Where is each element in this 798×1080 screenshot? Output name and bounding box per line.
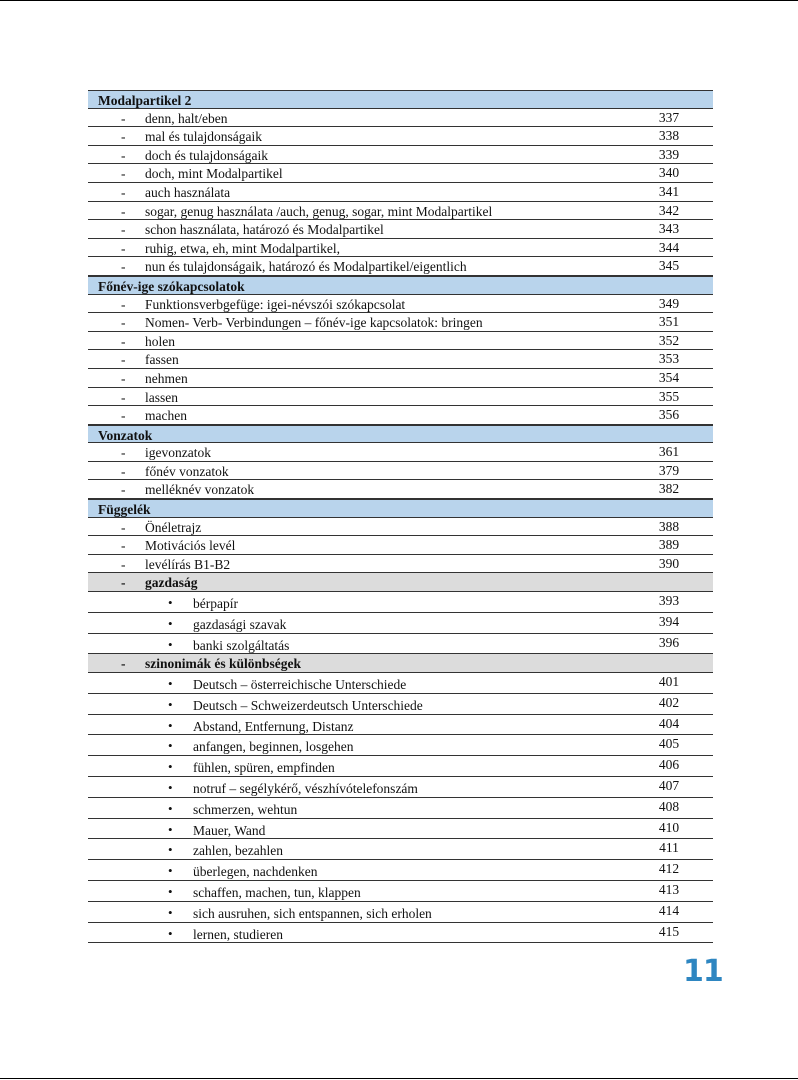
toc-entry	[88, 634, 713, 655]
toc-entry-page-number: 389	[658, 537, 680, 553]
toc-entry-label: nehmen	[145, 370, 188, 386]
dash-marker: -	[121, 240, 126, 256]
toc-entry-label: doch, mint Modalpartikel	[145, 166, 283, 182]
toc-entry	[88, 164, 713, 183]
toc-entry-page-number: 339	[658, 146, 680, 162]
toc-entry	[88, 146, 713, 165]
toc-entry	[88, 756, 713, 777]
toc-entry-label: mal és tulajdonságaik	[145, 129, 262, 145]
toc-entry	[88, 902, 713, 923]
bullet-marker: •	[168, 800, 173, 816]
dash-marker: -	[121, 296, 126, 312]
bullet-marker: •	[168, 904, 173, 920]
toc-entry	[88, 798, 713, 819]
toc-entry-label: Nomen- Verb- Verbindungen – főnév-ige kapcsolatok: bringen	[145, 315, 483, 331]
toc-entry-page-number: 404	[658, 715, 680, 731]
bullet-marker: •	[168, 863, 173, 879]
toc-entry	[88, 350, 713, 369]
toc-entry-page-number: 353	[658, 351, 680, 367]
toc-entry-label: schmerzen, wehtun	[193, 801, 298, 817]
dash-marker: -	[121, 445, 126, 461]
toc-entry-label: gazdaság	[145, 575, 198, 591]
dash-marker: -	[121, 222, 126, 238]
toc-entry-label: lernen, studieren	[193, 926, 283, 942]
toc-entry-label: banki szolgáltatás	[193, 637, 290, 653]
toc-entry	[88, 881, 713, 902]
toc-entry-page-number: 345	[658, 258, 680, 274]
toc-entry-label: zahlen, bezahlen	[193, 843, 283, 859]
dash-marker: -	[121, 184, 126, 200]
bullet-marker: •	[168, 780, 173, 795]
dash-marker: -	[121, 556, 126, 572]
toc-entry	[88, 257, 713, 276]
bullet-marker: •	[168, 615, 173, 631]
toc-entry	[88, 295, 713, 314]
toc-entry	[88, 839, 713, 860]
toc-entry-label: sogar, genug használata /auch, genug, sogar, mint Modalpartikel	[145, 203, 493, 219]
dash-marker: -	[121, 656, 126, 672]
bullet-marker: •	[168, 636, 173, 652]
bullet-marker: •	[168, 595, 173, 611]
toc-entry-page-number: 414	[658, 902, 680, 918]
toc-entry	[88, 406, 713, 425]
toc-entry	[88, 735, 713, 756]
dash-marker: -	[121, 315, 126, 331]
toc-entry-label: bérpapír	[193, 596, 238, 612]
toc-entry-label: schon használata, határozó és Modalpartikel	[145, 222, 384, 238]
toc-entry	[88, 819, 713, 840]
toc-entry	[88, 332, 713, 351]
toc-entry-label: Motivációs levél	[145, 538, 236, 554]
toc-entry-page-number: 406	[658, 757, 680, 773]
toc-entry-label: főnév vonzatok	[145, 463, 229, 479]
toc-entry-page-number: 402	[658, 694, 680, 710]
toc-entry-page-number: 343	[658, 221, 680, 237]
toc-entry	[88, 239, 713, 258]
toc-entry-label: Funktionsverbgefüge: igei-névszói szókapcsolat	[145, 296, 406, 312]
toc-entry	[88, 673, 713, 694]
toc-entry-page-number: 379	[658, 462, 680, 478]
bullet-marker: •	[168, 883, 173, 899]
toc-entry	[88, 715, 713, 736]
toc-entry-label: doch és tulajdonságaik	[145, 147, 268, 163]
toc-section-header	[88, 499, 713, 518]
toc-entry-page-number: 354	[658, 369, 680, 385]
toc-entry-page-number: 340	[658, 165, 680, 181]
toc-entry-page-number: 382	[658, 481, 680, 497]
toc-section-header	[88, 90, 713, 109]
dash-marker: -	[121, 463, 126, 479]
toc-entry	[88, 592, 713, 613]
toc-entry	[88, 388, 713, 407]
toc-entry-label: denn, halt/eben	[145, 110, 228, 126]
bullet-marker: •	[168, 717, 173, 733]
dash-marker: -	[121, 408, 126, 424]
toc-entry-page-number: 412	[658, 861, 680, 877]
toc-entry	[88, 694, 713, 715]
toc-entry	[88, 777, 713, 798]
toc-entry-label: Mauer, Wand	[193, 822, 266, 838]
toc-entry	[88, 462, 713, 481]
toc-entry-page-number: 361	[658, 444, 680, 460]
toc-entry-page-number: 407	[658, 778, 680, 793]
bottom-border-line	[0, 1078, 798, 1079]
toc-entry-label: nun és tulajdonságaik, határozó és Modalpartikel/eigentlich	[145, 259, 467, 275]
toc-entry-page-number: 415	[658, 923, 680, 939]
dash-marker: -	[121, 370, 126, 386]
toc-entry-page-number: 413	[658, 881, 680, 897]
bullet-marker: •	[168, 738, 173, 754]
table-of-contents	[88, 90, 713, 943]
toc-entry-page-number: 408	[658, 798, 680, 814]
toc-entry-label: igevonzatok	[145, 445, 211, 461]
toc-entry	[88, 202, 713, 221]
toc-entry-page-number: 411	[659, 840, 679, 856]
toc-entry-page-number: 356	[658, 407, 680, 423]
toc-entry-page-number: 338	[658, 128, 680, 144]
toc-entry	[88, 536, 713, 555]
toc-entry	[88, 923, 713, 944]
dash-marker: -	[121, 333, 126, 349]
toc-entry	[88, 860, 713, 881]
toc-entry-label: ruhig, etwa, eh, mint Modalpartikel,	[145, 240, 340, 256]
toc-entry-label: Önéletrajz	[145, 519, 202, 535]
dash-marker: -	[121, 538, 126, 554]
toc-entry	[88, 555, 713, 574]
toc-entry	[88, 109, 713, 128]
dash-marker: -	[121, 482, 126, 498]
toc-entry-page-number: 344	[658, 239, 680, 255]
toc-entry-label: levélírás B1-B2	[145, 556, 231, 572]
dash-marker: -	[121, 110, 126, 126]
toc-entry-page-number: 351	[658, 314, 680, 330]
toc-entry-label: sich ausruhen, sich entspannen, sich erholen	[193, 905, 432, 921]
toc-entry-page-number: 396	[658, 634, 680, 650]
dash-marker: -	[121, 389, 126, 405]
dash-marker: -	[121, 166, 126, 182]
toc-entry-label: schaffen, machen, tun, klappen	[193, 884, 361, 900]
bullet-marker: •	[168, 821, 173, 837]
toc-entry-label: überlegen, nachdenken	[193, 864, 318, 880]
toc-entry-page-number: 394	[658, 613, 680, 629]
toc-entry-page-number: 390	[658, 555, 680, 571]
dash-marker: -	[121, 203, 126, 219]
toc-entry-label: Deutsch – österreichische Unterschiede	[193, 677, 407, 693]
toc-entry-label: notruf – segélykérő, vészhívótelefonszám	[193, 781, 418, 796]
toc-entry	[88, 443, 713, 462]
toc-entry	[88, 369, 713, 388]
toc-entry-page-number: 405	[658, 736, 680, 752]
bullet-marker: •	[168, 759, 173, 775]
dash-marker: -	[121, 129, 126, 145]
bullet-marker: •	[168, 696, 173, 712]
toc-entry-label: fassen	[145, 352, 179, 368]
page-number: 11	[683, 954, 723, 989]
toc-subsection-header	[88, 654, 713, 673]
toc-entry	[88, 480, 713, 499]
toc-entry-label: machen	[145, 408, 187, 424]
toc-entry-page-number: 342	[658, 202, 680, 218]
toc-entry-page-number: 355	[658, 388, 680, 404]
toc-entry-label: Abstand, Entfernung, Distanz	[193, 718, 354, 734]
dash-marker: -	[121, 575, 126, 591]
toc-entry-page-number: 349	[658, 295, 680, 311]
toc-entry-page-number: 352	[658, 332, 680, 348]
toc-entry	[88, 518, 713, 537]
toc-entry-label: szinonimák és különbségek	[145, 656, 302, 672]
toc-entry-label: anfangen, beginnen, losgehen	[193, 739, 354, 755]
toc-entry-label: holen	[145, 333, 175, 349]
top-border-line	[0, 0, 798, 1]
toc-entry-label: Vonzatok	[98, 427, 153, 443]
dash-marker: -	[121, 259, 126, 275]
toc-entry-label: Függelék	[98, 502, 151, 518]
dash-marker: -	[121, 352, 126, 368]
toc-entry-page-number: 410	[658, 819, 680, 835]
toc-section-header	[88, 425, 713, 444]
bullet-marker: •	[168, 676, 173, 692]
toc-entry-label: melléknév vonzatok	[145, 482, 255, 498]
toc-section-header	[88, 276, 713, 295]
bullet-marker: •	[168, 925, 173, 941]
toc-entry-page-number: 388	[658, 518, 680, 534]
dash-marker: -	[121, 519, 126, 535]
toc-entry-label: gazdasági szavak	[193, 616, 287, 632]
toc-entry-page-number: 401	[658, 674, 680, 690]
bullet-marker: •	[168, 842, 173, 858]
toc-entry-label: Főnév-ige szókapcsolatok	[98, 278, 245, 294]
toc-entry-page-number: 337	[658, 109, 680, 125]
toc-entry	[88, 183, 713, 202]
toc-entry	[88, 127, 713, 146]
toc-entry	[88, 313, 713, 332]
toc-entry	[88, 613, 713, 634]
toc-entry-label: Modalpartikel 2	[98, 93, 192, 108]
toc-entry-page-number: 393	[658, 593, 680, 609]
toc-subsection-header	[88, 573, 713, 592]
toc-entry-label: Deutsch – Schweizerdeutsch Unterschiede	[193, 697, 423, 713]
toc-entry-label: lassen	[145, 389, 178, 405]
toc-entry-page-number: 341	[658, 183, 680, 199]
toc-entry-label: fühlen, spüren, empfinden	[193, 760, 335, 776]
toc-entry	[88, 220, 713, 239]
dash-marker: -	[121, 147, 126, 163]
toc-entry-label: auch használata	[145, 184, 231, 200]
